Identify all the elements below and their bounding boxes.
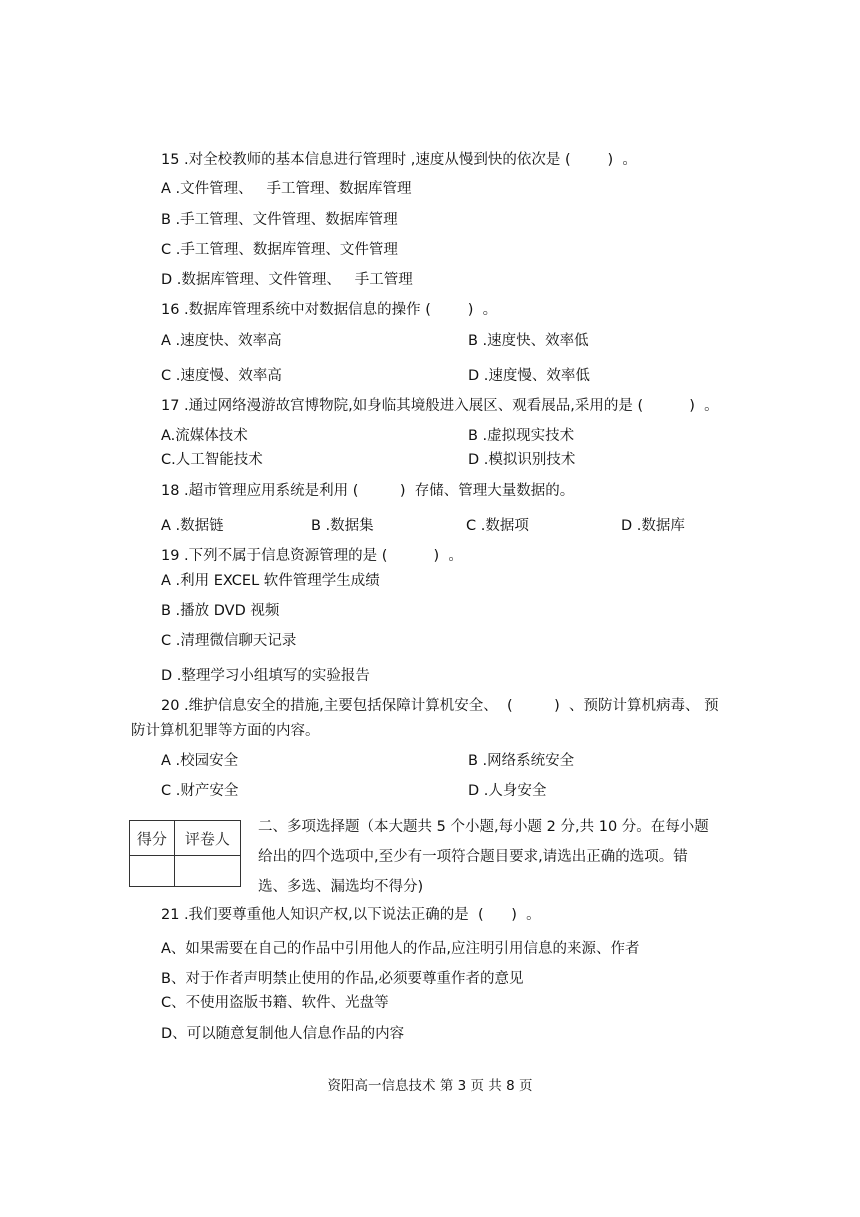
question-15-option-a: A .文件管理、 手工管理、数据库管理 bbox=[161, 181, 412, 197]
question-17-option-d: D .模拟识别技术 bbox=[468, 452, 576, 468]
question-16-option-a: A .速度快、效率高 bbox=[161, 333, 282, 349]
page-footer: 资阳高一信息技术 第 3 页 共 8 页 bbox=[327, 1078, 533, 1094]
question-21-option-d: D、可以随意复制他人信息作品的内容 bbox=[161, 1026, 405, 1042]
question-17-stem: 17 .通过网络漫游故宫博物院,如身临其境般进入展区、观看展品,采用的是 ( ) 。 bbox=[161, 398, 719, 414]
question-18-option-c: C .数据项 bbox=[466, 518, 529, 534]
question-21-option-a: A、如果需要在自己的作品中引用他人的作品,应注明引用信息的来源、作者 bbox=[161, 941, 640, 957]
question-20-stem-line2: 防计算机犯罪等方面的内容。 bbox=[131, 723, 320, 739]
question-20-option-b: B .网络系统安全 bbox=[468, 753, 575, 769]
section-2-header-line2: 给出的四个选项中,至少有一项符合题目要求,请选出正确的选项。错 bbox=[258, 849, 688, 865]
question-17-option-a: A.流媒体技术 bbox=[161, 428, 248, 444]
question-17-option-c: C.人工智能技术 bbox=[161, 452, 263, 468]
question-20-option-c: C .财产安全 bbox=[161, 783, 239, 799]
score-box-grader-cell bbox=[174, 856, 240, 887]
score-box-score-cell bbox=[130, 856, 175, 887]
score-box-grader-label: 评卷人 bbox=[174, 821, 240, 856]
question-19-option-b: B .播放 DVD 视频 bbox=[161, 603, 280, 619]
question-15-option-b: B .手工管理、文件管理、数据库管理 bbox=[161, 212, 398, 228]
question-18-option-a: A .数据链 bbox=[161, 518, 224, 534]
question-17-option-b: B .虚拟现实技术 bbox=[468, 428, 575, 444]
question-16-option-d: D .速度慢、效率低 bbox=[468, 368, 590, 384]
question-16-option-c: C .速度慢、效率高 bbox=[161, 368, 282, 384]
score-box-score-label: 得分 bbox=[130, 821, 175, 856]
question-19-option-c: C .清理微信聊天记录 bbox=[161, 633, 297, 649]
question-15-option-c: C .手工管理、数据库管理、文件管理 bbox=[161, 242, 398, 258]
question-15-stem: 15 .对全校教师的基本信息进行管理时 ,速度从慢到快的依次是 ( ) 。 bbox=[161, 152, 637, 168]
question-19-option-a: A .利用 EXCEL 软件管理学生成绩 bbox=[161, 573, 380, 589]
question-15-option-d: D .数据库管理、文件管理、 手工管理 bbox=[161, 272, 413, 288]
question-21-option-c: C、不使用盗版书籍、软件、光盘等 bbox=[161, 995, 389, 1011]
question-20-option-a: A .校园安全 bbox=[161, 753, 239, 769]
question-18-stem: 18 .超市管理应用系统是利用 ( ) 存储、管理大量数据的。 bbox=[161, 483, 575, 499]
score-box bbox=[129, 820, 241, 887]
question-16-option-b: B .速度快、效率低 bbox=[468, 333, 589, 349]
question-18-option-b: B .数据集 bbox=[311, 518, 374, 534]
question-19-option-d: D .整理学习小组填写的实验报告 bbox=[161, 668, 370, 684]
question-16-stem: 16 .数据库管理系统中对数据信息的操作 ( ) 。 bbox=[161, 302, 498, 318]
question-20-option-d: D .人身安全 bbox=[468, 783, 547, 799]
question-20-stem-line1: 20 .维护信息安全的措施,主要包括保障计算机安全、 ( ) 、预防计算机病毒、 预 bbox=[161, 698, 719, 714]
question-21-option-b: B、对于作者声明禁止使用的作品,必须要尊重作者的意见 bbox=[161, 971, 524, 987]
section-2-header-line3: 选、多选、漏选均不得分) bbox=[258, 879, 424, 895]
question-19-stem: 19 .下列不属于信息资源管理的是 ( ) 。 bbox=[161, 548, 463, 564]
section-2-header-line1: 二、多项选择题（本大题共 5 个小题,每小题 2 分,共 10 分。在每小题 bbox=[258, 819, 709, 835]
question-18-option-d: D .数据库 bbox=[621, 518, 685, 534]
question-21-stem: 21 .我们要尊重他人知识产权,以下说法正确的是 ( ) 。 bbox=[161, 907, 541, 923]
